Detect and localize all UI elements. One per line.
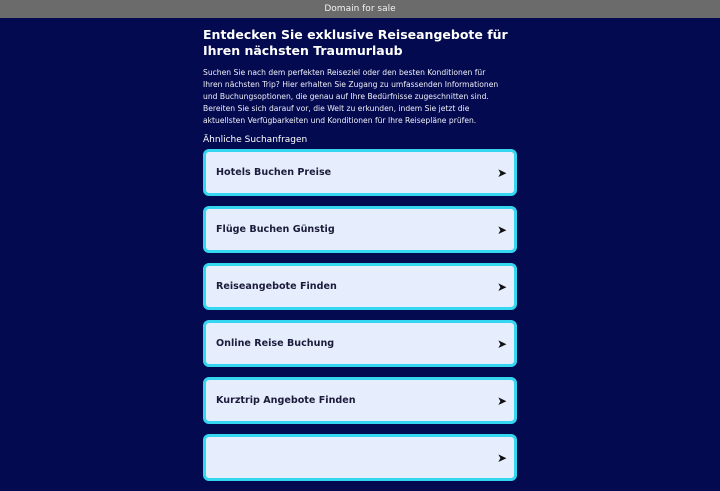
search-link-label: Hotels Buchen Preise	[216, 167, 332, 178]
description-line: Ihren nächsten Trip? Hier erhalten Sie Zugang zu umfassenden Informationen	[203, 80, 499, 89]
page-title: Entdecken Sie exklusive Reiseangebote für Ihren nächsten Traumurlaub	[203, 27, 508, 58]
domain-sale-banner[interactable]	[0, 0, 720, 18]
page-description	[203, 67, 517, 127]
description-line: und Buchungsoptionen, die genau auf Ihre Bedürfnisse zugeschnitten sind.	[203, 92, 489, 101]
search-link-label: Kurztrip Angebote Finden	[216, 395, 356, 406]
banner-label: Domain for sale	[324, 4, 396, 14]
search-link-label: Flüge Buchen Günstig	[216, 224, 335, 235]
search-link-label: Online Reise Buchung	[216, 338, 335, 349]
search-link-reiseangebote[interactable]	[203, 263, 517, 310]
arrow-right-icon: ➤	[496, 165, 507, 180]
related-searches-list	[203, 149, 517, 481]
search-link-label: Reiseangebote Finden	[216, 281, 337, 292]
arrow-right-icon: ➤	[496, 222, 507, 237]
arrow-right-icon: ➤	[496, 336, 507, 351]
arrow-right-icon: ➤	[496, 450, 507, 465]
description-line: aktuellsten Verfügbarkeiten und Konditionen für Ihre Reisepläne prüfen.	[203, 116, 477, 125]
search-link-kurztrip[interactable]	[203, 377, 517, 424]
arrow-right-icon: ➤	[496, 393, 507, 408]
description-line: Suchen Sie nach dem perfekten Reiseziel oder den besten Konditionen für	[203, 68, 486, 77]
related-searches-heading: Ähnliche Suchanfragen	[203, 135, 308, 145]
arrow-right-icon: ➤	[496, 279, 507, 294]
search-link-online-reise[interactable]	[203, 320, 517, 367]
search-link-fluege[interactable]	[203, 206, 517, 253]
main-content	[203, 18, 517, 491]
search-link-hotels[interactable]	[203, 149, 517, 196]
description-line: Bereiten Sie sich darauf vor, die Welt zu erkunden, indem Sie jetzt die	[203, 104, 470, 113]
search-link-partial[interactable]	[203, 434, 517, 481]
